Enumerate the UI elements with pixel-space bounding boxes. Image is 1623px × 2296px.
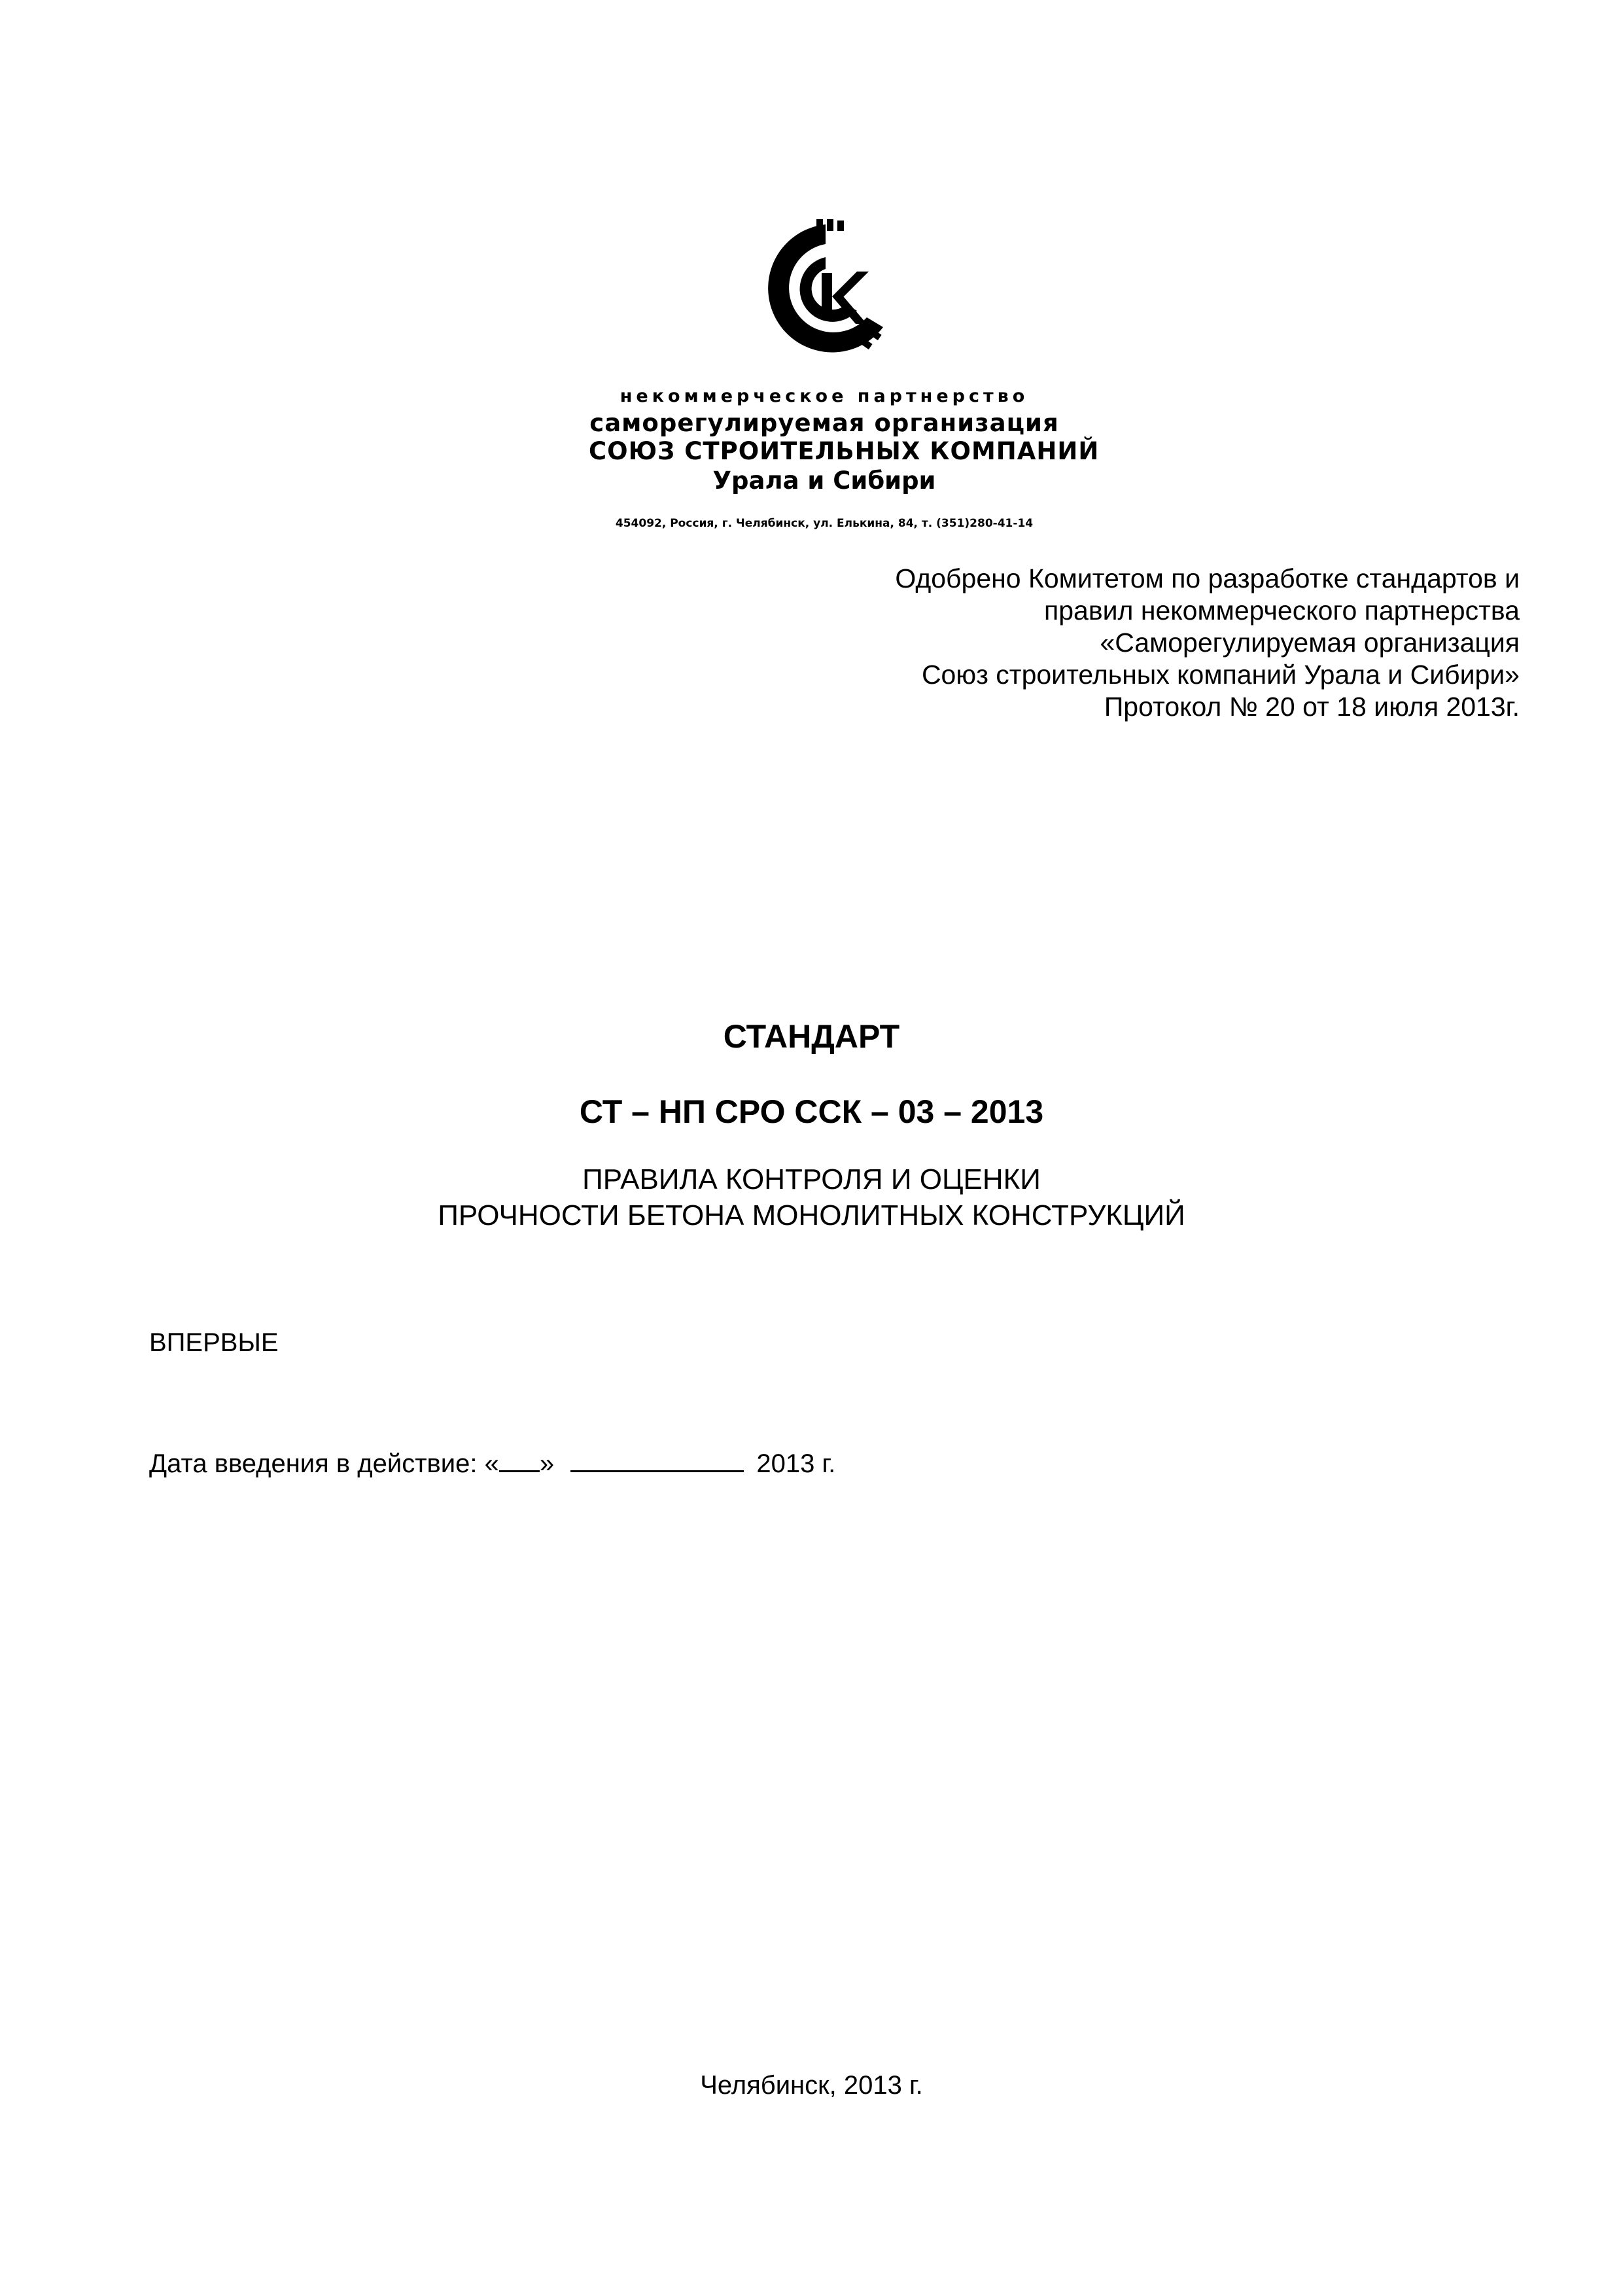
date-open-quote: « [484, 1449, 499, 1478]
approval-line: «Саморегулируемая организация [1100, 627, 1520, 658]
org-status-line: саморегулируемая организация [589, 409, 1059, 437]
ssk-logo-icon [759, 219, 893, 360]
first-edition-label: ВПЕРВЫЕ [149, 1328, 279, 1357]
effective-date-label: Дата введения в действие: [149, 1449, 478, 1478]
date-close-quote: » [539, 1449, 555, 1478]
approval-block [895, 563, 1520, 723]
org-type-line: некоммерческое партнерство [620, 386, 1029, 406]
effective-date [149, 1449, 835, 1479]
document-code: СТ – НП СРО ССК – 03 – 2013 [579, 1093, 1044, 1130]
document-type-title: СТАНДАРТ [723, 1018, 900, 1055]
month-blank [570, 1451, 744, 1472]
approval-line: правил некоммерческого партнерства [1044, 595, 1520, 626]
subtitle-line-2: ПРОЧНОСТИ БЕТОНА МОНОЛИТНЫХ КОНСТРУКЦИЙ [438, 1199, 1185, 1231]
org-name-line: СОЮЗ СТРОИТЕЛЬНЫХ КОМПАНИЙ [589, 437, 1100, 465]
effective-date-year: 2013 г. [756, 1449, 836, 1478]
day-blank [499, 1451, 540, 1472]
org-region-line: Урала и Сибири [712, 467, 936, 495]
org-address: 454092, Россия, г. Челябинск, ул. Елькина, 84, т. (351)280-41-14 [615, 517, 1034, 530]
city-year-footer: Челябинск, 2013 г. [700, 2071, 923, 2100]
document-subtitle [0, 1161, 1623, 1233]
approval-line: Протокол № 20 от 18 июля 2013г. [1104, 692, 1520, 722]
approval-line: Союз строительных компаний Урала и Сибири» [921, 660, 1520, 690]
subtitle-line-1: ПРАВИЛА КОНТРОЛЯ И ОЦЕНКИ [582, 1163, 1041, 1195]
approval-line: Одобрено Комитетом по разработке стандартов и [895, 563, 1520, 593]
